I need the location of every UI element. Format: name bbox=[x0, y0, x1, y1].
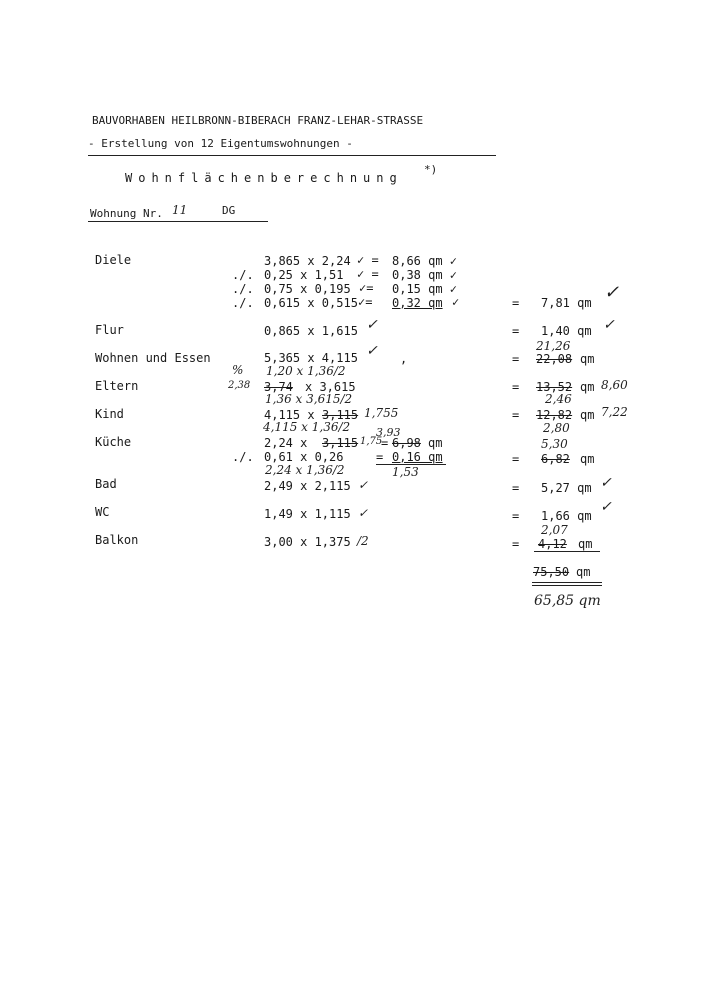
sum-double-rule-2 bbox=[532, 585, 602, 586]
bad-calc: 2,49 x 2,115 bbox=[264, 479, 351, 493]
balkon-eq: = bbox=[512, 537, 520, 551]
diele-calc-4: 0,615 x 0,515 bbox=[264, 296, 358, 310]
kind-hw-calc: 4,115 x 1,36/2 bbox=[263, 420, 351, 434]
sum-struck: 75,50 bbox=[533, 565, 570, 579]
sum-hw-final: 65,85 qm bbox=[534, 593, 601, 609]
diele-check-4: ✓= bbox=[358, 295, 373, 309]
sum-double-rule-1 bbox=[532, 582, 602, 583]
balkon-sum-rule bbox=[534, 551, 600, 552]
wohnen-hw-op: % bbox=[232, 363, 244, 377]
wc-check: ✓ bbox=[358, 506, 369, 520]
eltern-hw-left: 2,38 bbox=[228, 380, 251, 391]
bad-total: 5,27 qm bbox=[541, 481, 592, 495]
floor-label: DG bbox=[222, 204, 236, 217]
kind-hw-calc-b: 1,755 bbox=[364, 406, 399, 420]
kueche-eq-inline: = bbox=[381, 436, 389, 450]
room-label-wc: WC bbox=[95, 505, 110, 519]
bad-total-check: ✓ bbox=[600, 475, 612, 491]
diele-calc-1: 3,865 x 2,24 bbox=[264, 254, 351, 268]
kueche-total-struck: 6,82 bbox=[541, 452, 570, 466]
wohnen-total-struck: 22,08 bbox=[536, 352, 573, 366]
flur-eq: = bbox=[512, 324, 520, 338]
wc-calc: 1,49 x 1,115 bbox=[264, 507, 351, 521]
diele-calc-3: 0,75 x 0,195 bbox=[264, 282, 351, 296]
kueche-total-unit: qm bbox=[580, 452, 595, 466]
bad-eq: = bbox=[512, 481, 520, 495]
kueche-inline-struck: 6,98 bbox=[392, 436, 421, 450]
eltern-total-struck: 13,52 bbox=[536, 380, 573, 394]
wohnen-comma: , bbox=[400, 352, 408, 366]
room-label-balkon: Balkon bbox=[95, 533, 139, 547]
diele-result-4: 0,32 qm bbox=[392, 296, 443, 310]
eltern-calc: x 3,615 bbox=[305, 380, 356, 394]
diele-total: 7,81 qm bbox=[541, 296, 592, 310]
unit-label: Wohnung Nr. bbox=[90, 207, 163, 220]
room-label-diele: Diele bbox=[95, 253, 132, 267]
flur-total: 1,40 qm bbox=[541, 324, 592, 338]
diele-check-2: ✓ = bbox=[357, 267, 379, 281]
diele-calc-2: 0,25 x 1,51 bbox=[264, 268, 344, 282]
kueche-eq: = bbox=[512, 452, 520, 466]
diele-op-4: ./. bbox=[232, 296, 254, 310]
diele-op-2: ./. bbox=[232, 268, 254, 282]
flur-check: ✓ bbox=[366, 317, 378, 333]
kind-eq: = bbox=[512, 408, 520, 422]
room-label-kueche: Küche bbox=[95, 435, 132, 449]
eltern-total-unit: qm bbox=[580, 380, 595, 394]
kueche-hw-total: 5,30 bbox=[541, 437, 568, 451]
room-label-bad: Bad bbox=[95, 477, 117, 491]
wohnen-check: ✓ bbox=[366, 343, 378, 359]
wohnen-hw-calc: 1,20 x 1,36/2 bbox=[266, 364, 346, 378]
wc-total-check: ✓ bbox=[600, 499, 612, 515]
kueche-result-2: 0,16 qm bbox=[392, 450, 443, 464]
room-label-eltern: Eltern bbox=[95, 379, 139, 393]
kueche-hw-calc-3: 2,24 x 1,36/2 bbox=[265, 463, 345, 477]
wohnen-hw-total: 21,26 bbox=[536, 339, 571, 353]
unit-number: 11 bbox=[172, 203, 188, 217]
wohnen-total-unit: qm bbox=[580, 352, 595, 366]
diele-total-check: ✓ bbox=[604, 282, 620, 303]
wohnen-eq: = bbox=[512, 352, 520, 366]
footnote-mark: *) bbox=[424, 163, 438, 176]
kueche-hw-calc-b: 1,75 bbox=[360, 436, 383, 447]
bad-check: ✓ bbox=[358, 478, 369, 492]
eltern-hw-sub: 2,46 bbox=[545, 392, 572, 406]
eltern-calc-struck: 3,74 bbox=[264, 380, 293, 394]
diele-result-3: 0,15 qm ✓ bbox=[392, 282, 458, 296]
wc-eq: = bbox=[512, 509, 520, 523]
balkon-hw-total: 2,07 bbox=[541, 523, 568, 537]
balkon-calc: 3,00 x 1,375 bbox=[264, 535, 351, 549]
room-label-flur: Flur bbox=[95, 323, 124, 337]
kueche-calc-a: 2,24 x bbox=[264, 436, 308, 450]
balkon-total-struck: 4,12 bbox=[538, 537, 567, 551]
unit-underline bbox=[88, 221, 268, 222]
diele-op-3: ./. bbox=[232, 282, 254, 296]
wc-total: 1,66 qm bbox=[541, 509, 592, 523]
kind-calc-a: 4,115 x bbox=[264, 408, 315, 422]
kind-total-struck: 12,82 bbox=[536, 408, 573, 422]
diele-result-1: 8,66 qm ✓ bbox=[392, 254, 458, 268]
document-title: Wohnflächenberechnung bbox=[125, 171, 403, 185]
eltern-hw-total: 8,60 bbox=[601, 378, 628, 392]
balkon-total-unit: qm bbox=[578, 537, 593, 551]
project-line: BAUVORHABEN HEILBRONN-BIBERACH FRANZ-LEHAR-STRASSE bbox=[92, 114, 424, 127]
kueche-eq-2: = bbox=[376, 450, 384, 464]
diele-result-4-check: ✓ bbox=[452, 295, 460, 309]
eltern-eq: = bbox=[512, 380, 520, 394]
balkon-hw-div: /2 bbox=[357, 534, 369, 548]
kueche-calc-struck: 3,115 bbox=[322, 436, 359, 450]
diele-check-3: ✓= bbox=[359, 281, 374, 295]
diele-result-2: 0,38 qm ✓ bbox=[392, 268, 458, 282]
flur-calc: 0,865 x 1,615 bbox=[264, 324, 358, 338]
room-label-kind: Kind bbox=[95, 407, 124, 421]
kueche-hw-result-3: 1,53 bbox=[392, 465, 419, 479]
kueche-inline-unit: qm bbox=[428, 436, 443, 450]
header-underline bbox=[88, 155, 496, 156]
subtitle-line: - Erstellung von 12 Eigentumswohnungen - bbox=[88, 137, 353, 150]
kind-hw-sub: 2,80 bbox=[543, 421, 570, 435]
diele-eq: = bbox=[512, 296, 520, 310]
kind-hw-small: 3,93 bbox=[376, 426, 401, 439]
kueche-calc-2: 0,61 x 0,26 bbox=[264, 450, 344, 464]
wohnen-calc: 5,365 x 4,115 bbox=[264, 351, 358, 365]
flur-total-check: ✓ bbox=[603, 317, 615, 333]
kind-hw-total: 7,22 bbox=[601, 405, 628, 419]
diele-check-1: ✓ = bbox=[357, 253, 379, 267]
sum-unit: qm bbox=[576, 565, 591, 579]
kueche-op: ./. bbox=[232, 450, 254, 464]
kind-calc-struck: 3,115 bbox=[322, 408, 359, 422]
room-label-wohnen: Wohnen und Essen bbox=[95, 351, 211, 365]
eltern-hw-calc: 1,36 x 3,615/2 bbox=[265, 392, 353, 406]
kind-total-unit: qm bbox=[580, 408, 595, 422]
